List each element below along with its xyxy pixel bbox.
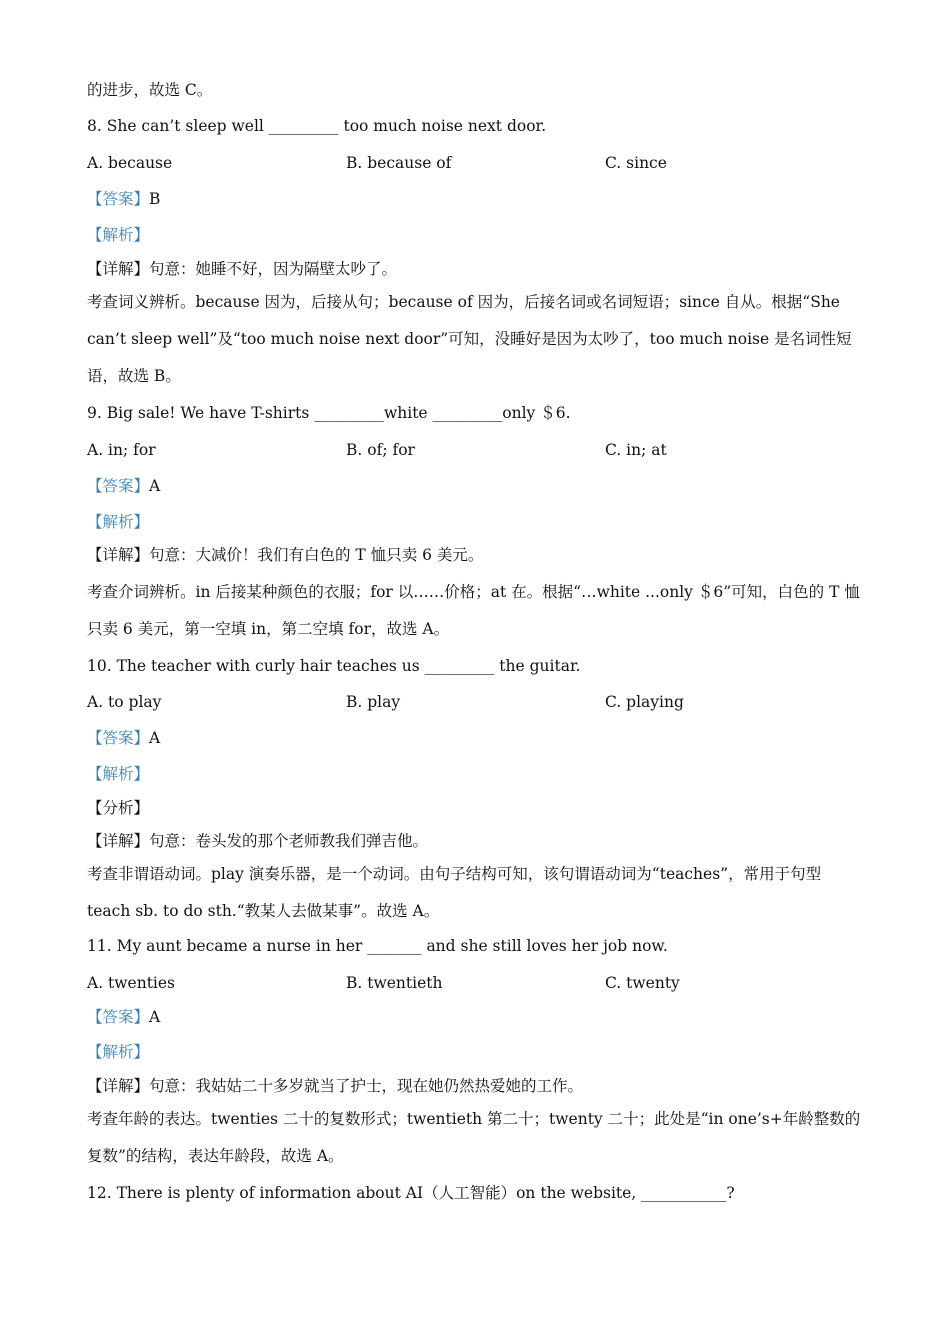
- question-9-option-a: A. in; for: [87, 441, 156, 459]
- question-11-answer: [87, 1007, 160, 1027]
- question-11-option-a: A. twenties: [87, 974, 176, 992]
- question-9-explanation: 考查介词辨析。in 后接某种颜色的衣服；for 以……价格；at 在。根据“…white ...only ＄6”可知，白色的 T 恤只卖 6 美元，第一空填 in，第二空填 for，故选 A。: [87, 583, 860, 638]
- question-10-stem: 10. The teacher with curly hair teaches us _________ the guitar.: [87, 657, 581, 675]
- answer-tag: 【答案】: [87, 190, 150, 208]
- question-10-option-c: C. playing: [605, 693, 684, 711]
- question-8-answer: [87, 189, 160, 209]
- answer-tag: 【答案】: [87, 729, 150, 747]
- question-9-stem: 9. Big sale! We have T-shirts _________white _________only ＄6.: [87, 404, 571, 422]
- question-10-analysis-tag: 【解析】: [87, 765, 150, 783]
- question-9-analysis-tag: 【解析】: [87, 513, 150, 531]
- question-9-detail: 【详解】句意：大减价！我们有白色的 T 恤只卖 6 美元。: [87, 546, 484, 564]
- question-9-option-b: B. of; for: [346, 441, 415, 459]
- question-8-analysis-tag: 【解析】: [87, 226, 150, 244]
- answer-value: B: [149, 190, 161, 208]
- answer-value: A: [149, 729, 161, 747]
- question-8-option-c: C. since: [605, 154, 667, 172]
- question-10-detail: 【详解】句意：卷头发的那个老师教我们弹吉他。: [87, 832, 429, 850]
- answer-tag: 【答案】: [87, 1008, 150, 1026]
- question-10-explanation: 考查非谓语动词。play 演奏乐器，是一个动词。由句子结构可知，该句谓语动词为“teaches”，常用于句型 teach sb. to do sth.“教某人去做某事”。故选 A。: [87, 865, 822, 920]
- question-10-analysis-extra: 【分析】: [87, 799, 150, 817]
- question-9-option-c: C. in; at: [605, 441, 667, 459]
- question-8-explanation: 考查词义辨析。because 因为，后接从句；because of 因为，后接名词或名词短语；since 自从。根据“She can’t sleep well”及“too much noise next door”可知，没睡好是因为太吵了，too much noise 是名词性短语，故选 B。: [87, 293, 852, 385]
- question-11-stem: 11. My aunt became a nurse in her _______ and she still loves her job now.: [87, 937, 668, 955]
- question-11-option-b: B. twentieth: [346, 974, 443, 992]
- question-8-detail: 【详解】句意：她睡不好，因为隔壁太吵了。: [87, 260, 398, 278]
- question-10-answer: [87, 728, 160, 748]
- question-9-answer: [87, 476, 160, 496]
- question-11-option-c: C. twenty: [605, 974, 680, 992]
- question-12-stem: 12. There is plenty of information about AI（人工智能）on the website, ___________?: [87, 1184, 735, 1202]
- question-8-stem: 8. She can’t sleep well _________ too much noise next door.: [87, 117, 547, 135]
- question-11-analysis-tag: 【解析】: [87, 1043, 150, 1061]
- answer-value: A: [149, 477, 161, 495]
- question-10-option-b: B. play: [346, 693, 401, 711]
- answer-tag: 【答案】: [87, 477, 150, 495]
- question-8-option-b: B. because of: [346, 154, 452, 172]
- question-10-option-a: A. to play: [87, 693, 162, 711]
- question-8-option-a: A. because: [87, 154, 173, 172]
- question-11-detail: 【详解】句意：我姑姑二十多岁就当了护士，现在她仍然热爱她的工作。: [87, 1077, 584, 1095]
- question-11-explanation: 考查年龄的表达。twenties 二十的复数形式；twentieth 第二十；twenty 二十；此处是“in one’s+年龄整数的复数”的结构，表达年龄段，故选 A。: [87, 1110, 861, 1165]
- continuation-text: 的进步，故选 C。: [87, 81, 213, 99]
- answer-value: A: [149, 1008, 161, 1026]
